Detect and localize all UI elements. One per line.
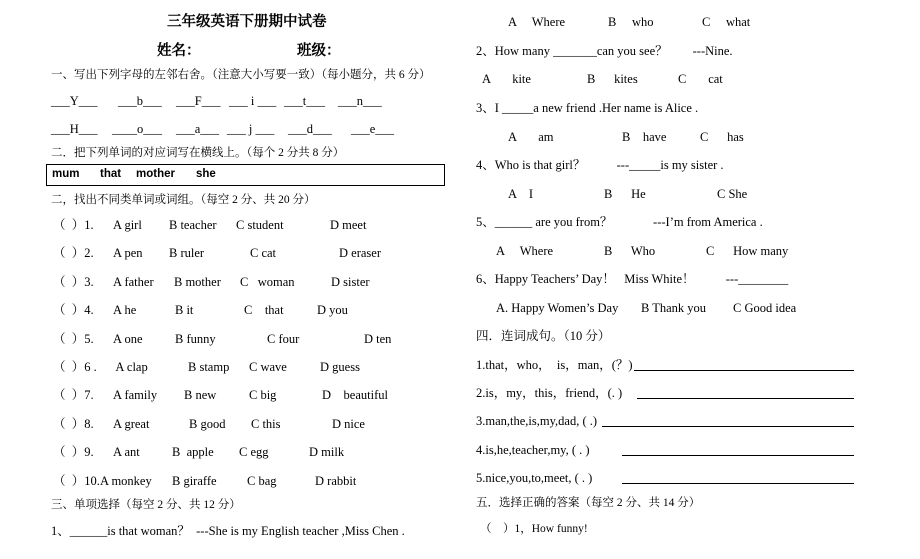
letter-blank[interactable]: ___a___ (176, 122, 220, 136)
option: A kite (482, 72, 531, 86)
option: C She (717, 187, 748, 201)
letter-blank[interactable]: ___F___ (176, 94, 221, 108)
answer-bracket[interactable]: （ ）3. (53, 274, 94, 289)
option: A am (508, 130, 554, 144)
answer-line[interactable] (637, 398, 854, 399)
option: B Who (604, 244, 656, 258)
choice-option: C big (249, 388, 277, 403)
word-box-item: that (100, 168, 122, 180)
choice-option: A he (113, 303, 137, 318)
word-box (46, 164, 445, 186)
choice-option: D sister (331, 274, 370, 289)
choice-option: A monkey (100, 473, 152, 488)
answer-bracket[interactable]: （ ）5. (53, 331, 94, 346)
answer-bracket[interactable]: （ ）9. (53, 445, 94, 460)
class-label: 班级： (297, 43, 341, 59)
letter-blank[interactable]: ____o___ (112, 122, 162, 136)
word-box-item: mum (52, 168, 80, 180)
choice-option: C wave (249, 360, 287, 374)
choice-option: A one (113, 331, 143, 346)
answer-bracket[interactable]: （ ）6 . (53, 360, 97, 374)
choice-option: B new (184, 388, 217, 403)
answer-bracket[interactable]: （ ）10. (53, 473, 100, 488)
page-title: 三年级英语下册期中试卷 (167, 14, 327, 30)
choice-option: D nice (332, 416, 365, 431)
question-3: 3、I _____a new friend .Her name is Alice . (476, 101, 699, 115)
answer-bracket[interactable]: （ ）7. (53, 388, 94, 403)
section-4-heading: 三、单项选择（每空 2 分、共 12 分） (51, 499, 241, 511)
option: C Good idea (733, 301, 797, 315)
scrambled-sentence: 1.that，who， is，man，(？) (476, 358, 633, 372)
answer-line[interactable] (622, 483, 854, 484)
letter-blank[interactable]: ___n___ (338, 94, 382, 108)
scrambled-sentence: 3.man,the,is,my,dad, ( .) (476, 414, 598, 428)
word-box-item: she (196, 168, 216, 180)
letter-blank[interactable]: ___t___ (284, 94, 325, 108)
choice-option: B teacher (169, 218, 217, 232)
choice-option: C student (236, 218, 284, 232)
answer-line[interactable] (634, 370, 854, 371)
choice-option: B stamp (188, 360, 230, 374)
choice-option: C bag (247, 473, 277, 488)
choice-option: B mother (174, 274, 221, 289)
option: B have (622, 130, 667, 144)
name-label: 姓名： (157, 43, 201, 59)
question-2: 2、How many _______can you see？ ---Nine. (476, 44, 733, 58)
answer-bracket[interactable]: （ ）2. (53, 246, 94, 261)
section-2-heading: 二．把下列单词的对应词写在横线上。（每个 2 分共 8 分） (51, 147, 345, 159)
choice-option: D beautiful (322, 388, 388, 403)
choice-option: B it (175, 303, 194, 318)
choice-option: A girl (113, 218, 142, 232)
choice-option: C egg (239, 445, 269, 460)
option: B He (604, 187, 646, 201)
letter-blank[interactable]: ___d___ (288, 122, 332, 136)
choice-option: B good (189, 416, 226, 431)
answer-bracket[interactable]: （ ）1. (53, 218, 94, 232)
choice-option: C this (251, 416, 281, 431)
option: B kites (587, 72, 638, 86)
letter-blank[interactable]: ___ j ___ (227, 122, 275, 136)
option: C cat (678, 72, 723, 86)
option: A I (508, 187, 533, 201)
choice-option: B apple (172, 445, 214, 460)
question-1: 1、______is that woman？ ---She is my English teacher ,Miss Chen . (51, 524, 405, 538)
letter-blank[interactable]: ___ i ___ (229, 94, 277, 108)
letter-blank[interactable]: ___Y___ (51, 94, 98, 108)
answer-bracket[interactable]: （ ）4. (53, 303, 94, 318)
scrambled-sentence: 4.is,he,teacher,my, ( . ) (476, 443, 590, 457)
word-box-item: mother (136, 168, 175, 180)
letter-blank[interactable]: ___b___ (118, 94, 162, 108)
right-column (462, 0, 920, 559)
choice-option: D rabbit (315, 473, 357, 488)
question-6: 6、Happy Teachers’ Day！ Miss White！ ---________ (476, 272, 789, 286)
option: B Thank you (641, 301, 707, 315)
option: A Where (496, 244, 554, 258)
last-question: （ ）1，How funny! (480, 523, 588, 535)
answer-bracket[interactable]: （ ）8. (53, 416, 94, 431)
choice-option: D eraser (339, 246, 381, 261)
question-5: 5、______ are you from？ ---I’m from America . (476, 215, 763, 229)
scrambled-sentence: 5.nice,you,to,meet, ( . ) (476, 471, 593, 485)
letter-blank[interactable]: ___H___ (51, 122, 98, 136)
answer-line[interactable] (602, 426, 854, 427)
choice-option: D meet (330, 218, 367, 232)
choice-option: D guess (320, 360, 360, 374)
choice-option: B funny (175, 331, 216, 346)
choice-option: A family (113, 388, 158, 403)
option: B who (608, 15, 654, 29)
scrambled-sentence: 2.is，my，this，friend，(. ) (476, 386, 623, 400)
choice-option: C cat (250, 246, 277, 261)
choice-option: A clap (113, 360, 148, 374)
section-5-heading: 四．连词成句。（10 分） (476, 329, 611, 343)
option: C has (700, 130, 744, 144)
section-1-heading: 一、写出下列字母的左邻右舍。（注意大小写要一致）（每小题分，共 6 分） (51, 69, 431, 81)
choice-option: A father (113, 274, 154, 289)
option: A Where (508, 15, 566, 29)
choice-option: C woman (240, 274, 295, 289)
option: C what (702, 15, 751, 29)
choice-option: A pen (113, 246, 143, 261)
choice-option: A ant (113, 445, 140, 460)
choice-option: C four (267, 331, 300, 346)
option: A. Happy Women’s Day (496, 301, 619, 315)
choice-option: B giraffe (172, 473, 217, 488)
question-4: 4、Who is that girl？ ---_____is my sister . (476, 158, 724, 172)
choice-option: D ten (364, 331, 392, 346)
letter-blank[interactable]: ___e___ (351, 122, 395, 136)
choice-option: C that (244, 303, 284, 318)
choice-option: D you (317, 303, 348, 318)
section-3-heading: 二，找出不同类单词或词组。（每空 2 分、共 20 分） (51, 194, 316, 206)
choice-option: B ruler (169, 246, 205, 261)
option: C How many (706, 244, 789, 258)
choice-option: D milk (309, 445, 345, 460)
choice-option: A great (113, 416, 150, 431)
answer-line[interactable] (622, 455, 854, 456)
section-6-heading: 五．选择正确的答案（每空 2 分、共 14 分） (476, 497, 701, 509)
